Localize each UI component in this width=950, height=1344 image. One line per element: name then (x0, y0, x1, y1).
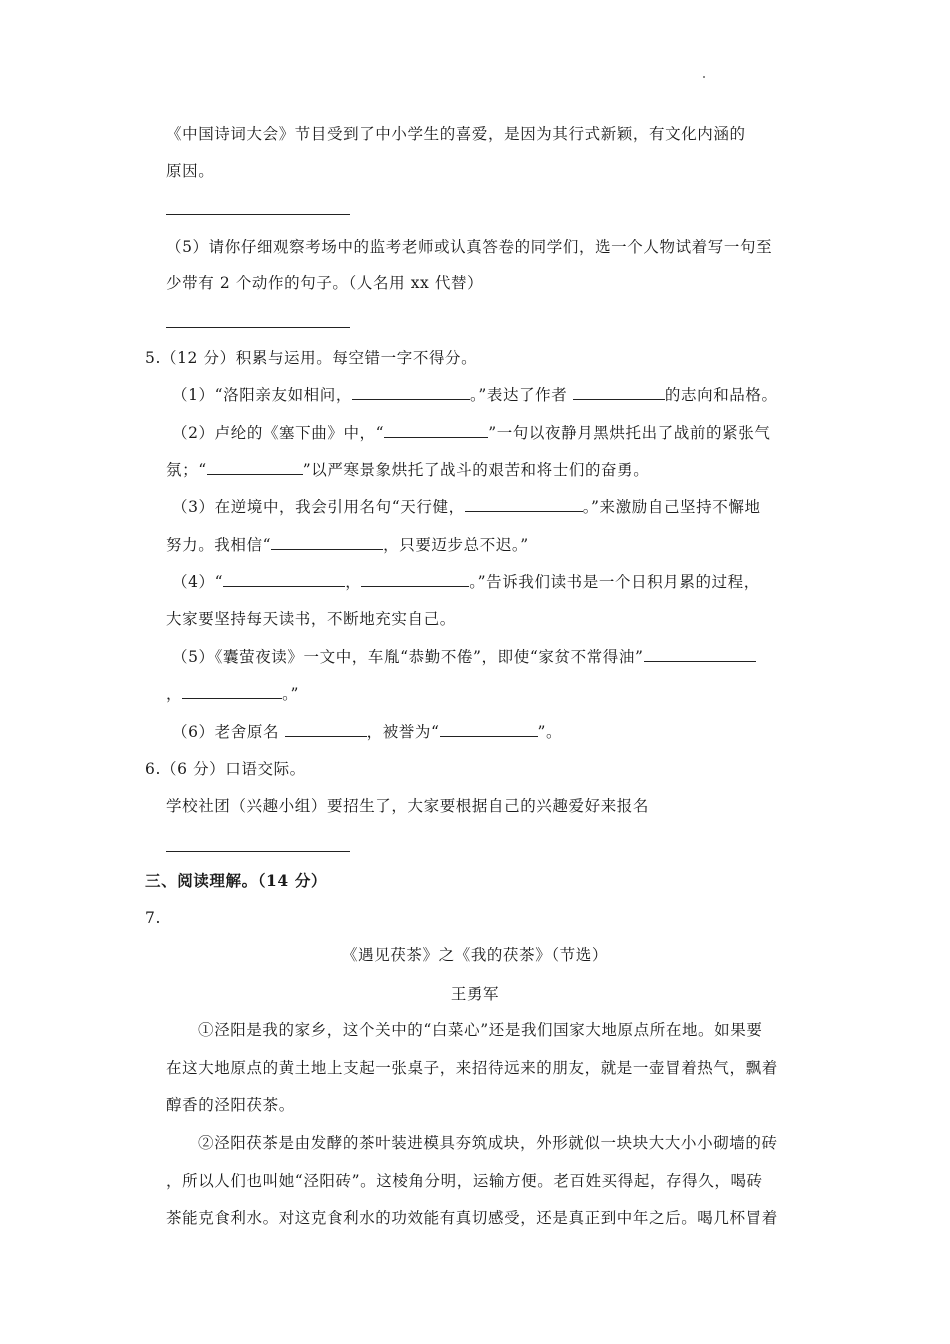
text-segment: ”以严寒景象烘托了战斗的艰苦和将士们的奋勇。 (302, 461, 650, 479)
fill-item-5-cont (166, 683, 299, 705)
fill-blank[interactable] (644, 646, 756, 662)
text-segment: ，被誉为“ (366, 723, 440, 741)
text-segment: ， (345, 573, 362, 591)
passage-line: 在这大地原点的黄土地上支起一张桌子，来招待远来的朋友，就是一壶冒着热气，飘着 (166, 1059, 778, 1077)
fill-item-2 (172, 422, 770, 444)
text-segment: （1）“洛阳亲友如相问， (172, 386, 352, 404)
text-segment: ，只要迈步总不迟。” (383, 536, 529, 554)
passage-line: ②泾阳茯茶是由发酵的茶叶装进模具夯筑成块，外形就似一块块大大小小砌墙的砖 (198, 1134, 778, 1152)
text-segment: ， (166, 685, 183, 703)
text-segment: 。”来激励自己坚持不懈地 (582, 498, 761, 516)
fill-blank[interactable] (352, 384, 470, 400)
text-segment: ”。 (537, 723, 563, 741)
answer-blank-line[interactable] (166, 851, 350, 852)
text-segment: （6）老舍原名 (172, 723, 285, 741)
fill-item-4-cont: 大家要坚持每天读书，不断地充实自己。 (166, 610, 456, 628)
passage-title: 《遇见茯茶》之《我的茯茶》（节选） (342, 946, 608, 964)
fill-blank[interactable] (207, 459, 303, 475)
text-segment: （5）《囊萤夜读》一文中，车胤“恭勤不倦”，即使“家贫不常得油” (172, 648, 644, 666)
question-text-line: 少带有 2 个动作的句子。（人名用 xx 代替） (166, 274, 484, 292)
passage-line: 茶能克食利水。对这克食利水的功效能有真切感受，还是真正到中年之后。喝几杯冒着 (166, 1209, 778, 1227)
text-segment: （2）卢纶的《塞下曲》中，“ (172, 424, 385, 442)
answer-blank-line[interactable] (166, 327, 350, 328)
question-number: 7. (145, 909, 161, 927)
answer-text-line: 原因。 (166, 162, 215, 180)
passage-line: ①泾阳是我的家乡，这个关中的“白菜心”还是我们国家大地原点所在地。如果要 (198, 1021, 763, 1039)
text-segment: 。” (282, 685, 299, 703)
fill-item-6 (172, 721, 562, 743)
fill-item-1 (172, 384, 778, 406)
text-segment: 努力。我相信“ (166, 536, 272, 554)
question-prompt: 学校社团（兴趣小组）要招生了，大家要根据自己的兴趣爱好来报名 (166, 797, 650, 815)
page-dot-mark (703, 76, 705, 78)
fill-blank[interactable] (285, 721, 367, 737)
fill-blank[interactable] (223, 571, 345, 587)
fill-item-5 (172, 646, 756, 668)
fill-blank[interactable] (384, 422, 488, 438)
fill-blank[interactable] (573, 384, 665, 400)
fill-blank[interactable] (440, 721, 538, 737)
question-header: 6.（6 分）口语交际。 (145, 760, 306, 778)
fill-item-2-cont (166, 459, 649, 481)
text-segment: ”一句以夜静月黑烘托出了战前的紧张气 (488, 424, 771, 442)
fill-item-4 (172, 571, 760, 593)
fill-blank[interactable] (361, 571, 469, 587)
fill-blank[interactable] (271, 534, 383, 550)
text-segment: 。”告诉我们读书是一个日积月累的过程， (469, 573, 760, 591)
fill-blank[interactable] (182, 683, 282, 699)
section-title: 三、阅读理解。（14 分） (145, 871, 328, 890)
answer-blank-line[interactable] (166, 214, 350, 215)
answer-text-line: 《中国诗词大会》节目受到了中小学生的喜爱，是因为其行式新颖，有文化内涵的 (166, 125, 746, 143)
text-segment: 氛；“ (166, 461, 207, 479)
passage-author: 王勇军 (450, 985, 500, 1003)
fill-item-3-cont (166, 534, 529, 556)
fill-item-3 (172, 496, 761, 518)
passage-line: 醇香的泾阳茯茶。 (166, 1096, 295, 1114)
text-segment: （4）“ (172, 573, 224, 591)
passage-line: ，所以人们也叫她“泾阳砖”。这棱角分明，运输方便。老百姓买得起，存得久，喝砖 (166, 1172, 763, 1190)
text-segment: 的志向和品格。 (664, 386, 778, 404)
question-header: 5.（12 分）积累与运用。每空错一字不得分。 (145, 349, 478, 367)
text-segment: （3）在逆境中，我会引用名句“天行健， (172, 498, 465, 516)
question-text-line: （5）请你仔细观察考场中的监考老师或认真答卷的同学们，选一个人物试着写一句至 (166, 238, 773, 256)
text-segment: 。”表达了作者 (470, 386, 573, 404)
fill-blank[interactable] (465, 496, 583, 512)
